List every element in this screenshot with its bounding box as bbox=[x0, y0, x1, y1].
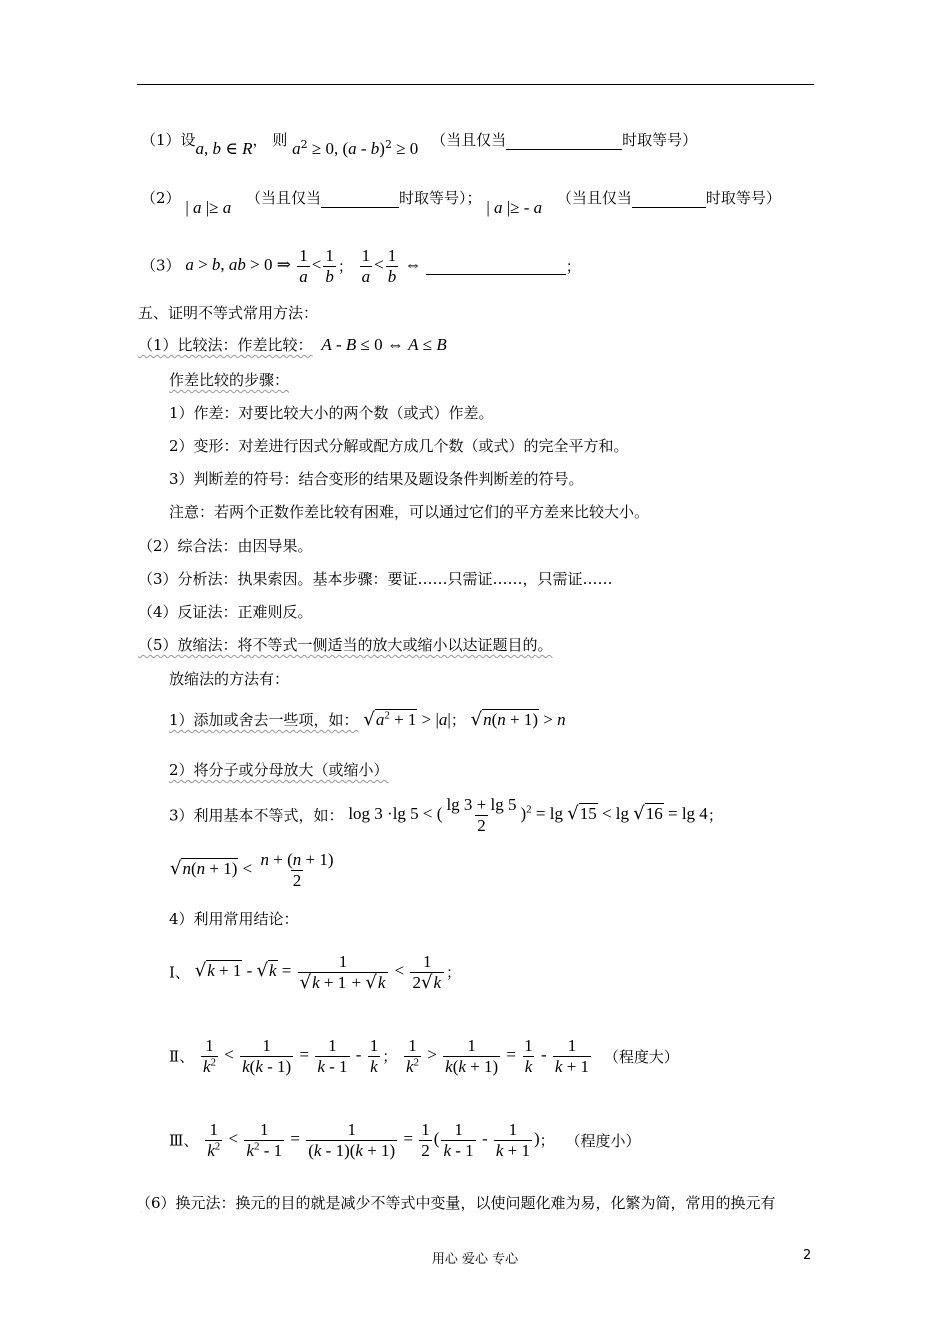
method-4: （4）反证法：正难则反。 bbox=[138, 603, 313, 621]
formula-add-drop-2: √n(n + 1) > n bbox=[470, 709, 566, 730]
formula-telescoping-large-1: $\frac{1}{k^2}$ < $\frac{1}{k(k - 1)}$ = $\frac{1}{k - 1}$ - $\frac{1}{k}$ bbox=[202, 1036, 379, 1076]
step-3: 3）判断差的符号：结合变形的结果及题设条件判断差的符号。 bbox=[169, 470, 584, 488]
shrink-3: 3）利用基本不等式，如： log 3 ·lg 5 < ( $\frac{\lg 3 + \lg 5}{2}$ )$^2$ = lg √15 < lg √16 = lg 4； bbox=[169, 795, 723, 835]
section-5-heading: 五、证明不等式常用方法： bbox=[138, 304, 319, 322]
formula-reciprocal-iff: $\frac{1}{a}$ < $\frac{1}{b}$ ⇔ bbox=[361, 246, 426, 286]
blank-2a[interactable] bbox=[321, 192, 399, 208]
steps-title: 作差比较的步骤： bbox=[169, 371, 290, 389]
then-label: 则 bbox=[272, 131, 288, 149]
blank-1[interactable] bbox=[506, 134, 622, 150]
item-3-label: （3） bbox=[141, 256, 181, 275]
method-5-list-title: 放缩法的方法有： bbox=[169, 670, 290, 688]
page-number: 2 bbox=[803, 1248, 812, 1263]
method-1-label: （1）比较法：作差比较： bbox=[138, 336, 313, 354]
formula-ab-in-R: a bbox=[195, 139, 205, 158]
formula-difference: A - B ≤ 0 ⇔ A ≤ B bbox=[321, 335, 447, 354]
formula-reciprocal: a > b, ab > 0 ⇒ $\frac{1}{a}$ < $\frac{1}{b}$ bbox=[185, 246, 334, 286]
note: 注意：若两个正数作差比较有困难，可以通过它们的平方差来比较大小。 bbox=[169, 503, 650, 521]
result-2: Ⅱ、 $\frac{1}{k^2}$ < $\frac{1}{k(k - 1)}$ = $\frac{1}{k - 1}$ - $\frac{1}{k}$ ； $\frac{1}{k^2}$ > $\frac{1}{k(k + 1)}$ = $\frac{1}{k}$ - $\frac{1}{k + 1}$ （程度大） bbox=[169, 1036, 679, 1076]
blank-3[interactable] bbox=[426, 259, 566, 275]
formula-telescoping-small: $\frac{1}{k^2}$ < $\frac{1}{k^2 - 1}$ = $\frac{1}{(k - 1)(k + 1)}$ = $\frac{1}{2}$ ( $\frac{1}{k - 1}$ - $\frac{1}{k + 1}$ ) bbox=[207, 1120, 540, 1160]
shrink-1: 1）添加或舍去一些项，如： $√a^2 + 1 > |a|$； √n(n + 1) > n bbox=[169, 709, 566, 730]
method-3: （3）分析法：执果索因。基本步骤：要证……只需证……，只需证…… bbox=[138, 570, 613, 588]
formula-amgm: √n(n + 1) < $\frac{n + (n + 1)}{2}$ bbox=[170, 850, 334, 890]
result-1: Ⅰ、 √k + 1 - √k = $\frac{1}{√k + 1 + √k}$ < $\frac{1}{2√k}$ ； bbox=[169, 952, 462, 993]
comma: ， bbox=[252, 131, 268, 149]
formula-telescoping-large-2: $\frac{1}{k^2}$ > $\frac{1}{k(k + 1)}$ = $\frac{1}{k}$ - $\frac{1}{k + 1}$ bbox=[406, 1036, 590, 1076]
formula-square-nonneg: $a^2 \ge 0$, (a - b)$^2$ ≥ 0 bbox=[292, 138, 419, 158]
method-2: （2）综合法：由因导果。 bbox=[138, 537, 313, 555]
formula-add-drop-1: $√a^2 + 1 > |a|$ bbox=[363, 709, 451, 730]
formula-lg: log 3 ·lg 5 < ( $\frac{\lg 3 + \lg 5}{2}$ )$^2$ = lg √15 < lg √16 = lg 4 bbox=[348, 795, 708, 835]
header-rule bbox=[137, 84, 814, 85]
equality-note-2a: （当且仅当 时取等号）； bbox=[246, 189, 482, 207]
method-6: （6）换元法：换元的目的就是减少不等式中变量，以使问题化难为易，化繁为简，常用的换元有 bbox=[136, 1194, 776, 1212]
item-3: （3） a > b, ab > 0 ⇒ $\frac{1}{a}$ < $\frac{1}{b}$ ； $\frac{1}{a}$ < $\frac{1}{b}$ ⇔ ； bbox=[141, 246, 581, 286]
method-5: （5）放缩法：将不等式一侧适当的放大或缩小以达证题目的。 bbox=[138, 636, 553, 654]
step-1: 1）作差：对要比较大小的两个数（或式）作差。 bbox=[169, 404, 494, 422]
equality-note-2b: （当且仅当 时取等号） bbox=[556, 189, 781, 207]
formula-abs-ge-a: | a |≥ a bbox=[185, 198, 232, 217]
page-footer: 用心 爱心 专心 bbox=[431, 1252, 519, 1267]
step-2: 2）变形：对差进行因式分解或配方成几个数（或式）的完全平方和。 bbox=[169, 437, 629, 455]
shrink-2: 2）将分子或分母放大（或缩小） bbox=[169, 761, 389, 779]
formula-abs-ge-neg-a: | a |≥ - a bbox=[486, 198, 543, 217]
item-1-label: （1）设 bbox=[141, 131, 196, 149]
item-1: （1）设a, b ∈ R， 则 $a^2 \ge 0$, (a - b)$^2$ ≥ 0 （当且仅当 时取等号） bbox=[141, 131, 698, 158]
item-2 bbox=[141, 188, 781, 217]
formula-sqrt-diff: √k + 1 - √k = $\frac{1}{√k + 1 + √k}$ < $\frac{1}{2√k}$ bbox=[195, 961, 446, 980]
equality-note: （当且仅当 时取等号） bbox=[431, 131, 698, 149]
blank-2b[interactable] bbox=[632, 192, 706, 208]
item-2-label: （2） bbox=[141, 189, 181, 207]
result-3: Ⅲ、 $\frac{1}{k^2}$ < $\frac{1}{k^2 - 1}$ = $\frac{1}{(k - 1)(k + 1)}$ = $\frac{1}{2}$ ( $\frac{1}{k - 1}$ - $\frac{1}{k + 1}$ )； （程度小） bbox=[169, 1120, 641, 1160]
shrink-4: 4）利用常用结论： bbox=[169, 910, 299, 928]
method-1 bbox=[138, 335, 447, 355]
